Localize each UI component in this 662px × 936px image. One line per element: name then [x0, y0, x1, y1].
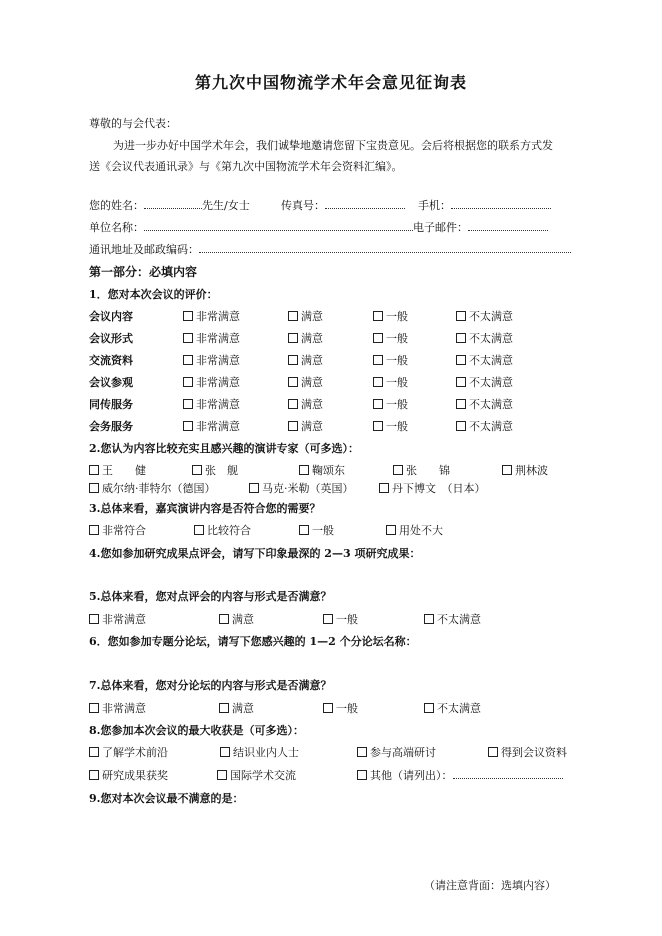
q3-option[interactable]: 比较符合 [194, 522, 251, 538]
q2-option[interactable]: 张 锦 [393, 462, 450, 478]
intro-line-2: 送《会议代表通讯录》与《第九次中国物流学术年会资料汇编》。 [89, 160, 403, 173]
checkbox-icon[interactable] [288, 421, 298, 431]
other-field[interactable] [453, 767, 563, 779]
q5-option[interactable]: 满意 [219, 611, 254, 627]
q1-option[interactable]: 不太满意 [456, 308, 513, 324]
checkbox-icon[interactable] [89, 770, 99, 780]
q7-option[interactable]: 满意 [219, 700, 254, 716]
q2-option[interactable]: 威尔纳·菲特尔（德国） [89, 480, 216, 496]
q1-option[interactable]: 满意 [288, 308, 323, 324]
checkbox-icon[interactable] [89, 483, 99, 493]
q5-label: 5.总体来看，您对点评会的内容与形式是否满意？ [89, 590, 332, 603]
q1-row-label: 交流资料 [89, 354, 133, 367]
checkbox-icon[interactable] [288, 355, 298, 365]
part1-heading: 第一部分：必填内容 [89, 265, 198, 279]
q8-option-other[interactable]: 其他（请列出）： [357, 767, 563, 783]
checkbox-icon[interactable] [89, 465, 99, 475]
q1-option[interactable]: 不太满意 [456, 352, 513, 368]
checkbox-icon[interactable] [456, 333, 466, 343]
checkbox-icon[interactable] [502, 465, 512, 475]
fax-group [281, 197, 405, 213]
checkbox-icon[interactable] [299, 465, 309, 475]
checkbox-icon[interactable] [89, 525, 99, 535]
q1-option[interactable]: 非常满意 [183, 308, 240, 324]
q7-option[interactable]: 非常满意 [89, 700, 146, 716]
footer-note: （请注意背面：选填内容） [424, 879, 556, 892]
q7-option[interactable]: 一般 [323, 700, 358, 716]
checkbox-icon[interactable] [183, 355, 193, 365]
checkbox-icon[interactable] [456, 311, 466, 321]
checkbox-icon[interactable] [373, 355, 383, 365]
checkbox-icon[interactable] [456, 399, 466, 409]
q2-option[interactable]: 丹下博文 （日本） [379, 480, 486, 496]
q1-row-label: 会议形式 [89, 332, 133, 345]
name-label: 您的姓名： [89, 199, 144, 212]
checkbox-icon[interactable] [89, 703, 99, 713]
checkbox-icon[interactable] [299, 525, 309, 535]
checkbox-icon[interactable] [456, 377, 466, 387]
mobile-group [418, 197, 551, 213]
q1-row-label: 同传服务 [89, 398, 133, 411]
q1-option[interactable]: 非常满意 [183, 330, 240, 346]
q1-option[interactable]: 满意 [288, 330, 323, 346]
checkbox-icon[interactable] [373, 399, 383, 409]
q2-option[interactable]: 王 健 [89, 462, 146, 478]
checkbox-icon[interactable] [89, 747, 99, 757]
checkbox-icon[interactable] [357, 747, 367, 757]
checkbox-icon[interactable] [488, 747, 498, 757]
q1-option[interactable]: 非常满意 [183, 352, 240, 368]
q3-label: 3.总体来看，嘉宾演讲内容是否符合您的需要？ [89, 502, 321, 515]
q1-option[interactable]: 非常满意 [183, 374, 240, 390]
q1-option[interactable]: 一般 [373, 352, 408, 368]
q1-option[interactable]: 一般 [373, 308, 408, 324]
checkbox-icon[interactable] [373, 311, 383, 321]
unit-field[interactable] [144, 219, 413, 231]
q4-label: 4.您如参加研究成果点评会，请写下印象最深的 2—3 项研究成果： [89, 547, 421, 560]
q8-option[interactable]: 参与高端研讨 [357, 744, 436, 760]
checkbox-icon[interactable] [357, 770, 367, 780]
q3-option[interactable]: 一般 [299, 522, 334, 538]
q8-option[interactable]: 国际学术交流 [217, 767, 296, 783]
address-label: 通讯地址及邮政编码： [89, 243, 199, 256]
q1-row-label: 会议参观 [89, 376, 133, 389]
unit-label: 单位名称： [89, 221, 144, 234]
checkbox-icon[interactable] [424, 703, 434, 713]
q1-option[interactable]: 一般 [373, 330, 408, 346]
checkbox-icon[interactable] [288, 377, 298, 387]
checkbox-icon[interactable] [288, 333, 298, 343]
checkbox-icon[interactable] [288, 399, 298, 409]
fax-label: 传真号： [281, 199, 325, 212]
q1-option[interactable]: 满意 [288, 352, 323, 368]
mobile-label: 手机： [418, 199, 451, 212]
q7-option[interactable]: 不太满意 [424, 700, 481, 716]
intro-line-1: 为进一步办好中国学术年会，我们诚挚地邀请您留下宝贵意见。会后将根据您的联系方式发 [113, 139, 553, 152]
q1-option[interactable]: 不太满意 [456, 374, 513, 390]
q3-option[interactable]: 用处不大 [386, 522, 443, 538]
checkbox-icon[interactable] [323, 614, 333, 624]
q8-label: 8.您参加本次会议的最大收获是（可多选）： [89, 724, 304, 737]
q1-option[interactable]: 一般 [373, 396, 408, 412]
checkbox-icon[interactable] [373, 421, 383, 431]
email-label: 电子邮件： [413, 221, 468, 234]
address-field[interactable] [199, 241, 571, 253]
q2-option[interactable]: 马克·米勒（英国） [249, 480, 354, 496]
q8-option[interactable]: 结识业内人士 [220, 744, 299, 760]
checkbox-icon[interactable] [183, 311, 193, 321]
checkbox-icon[interactable] [379, 483, 389, 493]
q8-option[interactable]: 了解学术前沿 [89, 744, 168, 760]
contact-row-2 [89, 219, 548, 235]
checkbox-icon[interactable] [456, 421, 466, 431]
q2-option[interactable]: 鞠颂东 [299, 462, 345, 478]
q1-option[interactable]: 非常满意 [183, 418, 240, 434]
checkbox-icon[interactable] [219, 703, 229, 713]
q3-option[interactable]: 非常符合 [89, 522, 146, 538]
checkbox-icon[interactable] [249, 483, 259, 493]
q2-option[interactable]: 荆林波 [502, 462, 548, 478]
fax-field[interactable] [325, 197, 405, 209]
salutation: 尊敬的与会代表： [89, 117, 177, 130]
checkbox-icon[interactable] [323, 703, 333, 713]
checkbox-icon[interactable] [183, 399, 193, 409]
q5-option[interactable]: 一般 [323, 611, 358, 627]
q9-label: 9.您对本次会议最不满意的是： [89, 792, 244, 805]
q7-label: 7.总体来看，您对分论坛的内容与形式是否满意？ [89, 679, 332, 692]
q1-option[interactable]: 不太满意 [456, 418, 513, 434]
q2-option[interactable]: 张 舰 [192, 462, 238, 478]
contact-row-3 [89, 241, 571, 257]
checkbox-icon[interactable] [194, 525, 204, 535]
q1-option[interactable]: 满意 [288, 396, 323, 412]
q1-option[interactable]: 满意 [288, 418, 323, 434]
q1-label: 1．您对本次会议的评价： [89, 288, 218, 301]
checkbox-icon[interactable] [424, 614, 434, 624]
checkbox-icon[interactable] [393, 465, 403, 475]
q6-label: 6．您如参加专题分论坛，请写下您感兴趣的 1—2 个分论坛名称： [89, 635, 417, 648]
checkbox-icon[interactable] [219, 614, 229, 624]
contact-row-1 [89, 197, 250, 213]
q1-row-label: 会议内容 [89, 310, 133, 323]
checkbox-icon[interactable] [217, 770, 227, 780]
honorific-label: 先生/女士 [202, 199, 250, 212]
checkbox-icon[interactable] [183, 377, 193, 387]
checkbox-icon[interactable] [183, 333, 193, 343]
checkbox-icon[interactable] [386, 525, 396, 535]
mobile-field[interactable] [451, 197, 551, 209]
q8-option[interactable]: 得到会议资料 [488, 744, 567, 760]
q5-option[interactable]: 非常满意 [89, 611, 146, 627]
q1-option[interactable]: 一般 [373, 374, 408, 390]
checkbox-icon[interactable] [373, 333, 383, 343]
checkbox-icon[interactable] [373, 377, 383, 387]
checkbox-icon[interactable] [183, 421, 193, 431]
email-field[interactable] [468, 219, 548, 231]
q1-option[interactable]: 一般 [373, 418, 408, 434]
q5-option[interactable]: 不太满意 [424, 611, 481, 627]
checkbox-icon[interactable] [192, 465, 202, 475]
checkbox-icon[interactable] [456, 355, 466, 365]
q1-option[interactable]: 不太满意 [456, 330, 513, 346]
q1-row-label: 会务服务 [89, 420, 133, 433]
name-field[interactable] [144, 197, 202, 209]
q8-option[interactable]: 研究成果获奖 [89, 767, 168, 783]
checkbox-icon[interactable] [220, 747, 230, 757]
q1-option[interactable]: 满意 [288, 374, 323, 390]
q1-option[interactable]: 非常满意 [183, 396, 240, 412]
checkbox-icon[interactable] [288, 311, 298, 321]
q2-label: 2.您认为内容比较充实且感兴趣的演讲专家（可多选）： [89, 442, 359, 455]
checkbox-icon[interactable] [89, 614, 99, 624]
page-title: 第九次中国物流学术年会意见征询表 [194, 73, 467, 92]
q1-option[interactable]: 不太满意 [456, 396, 513, 412]
